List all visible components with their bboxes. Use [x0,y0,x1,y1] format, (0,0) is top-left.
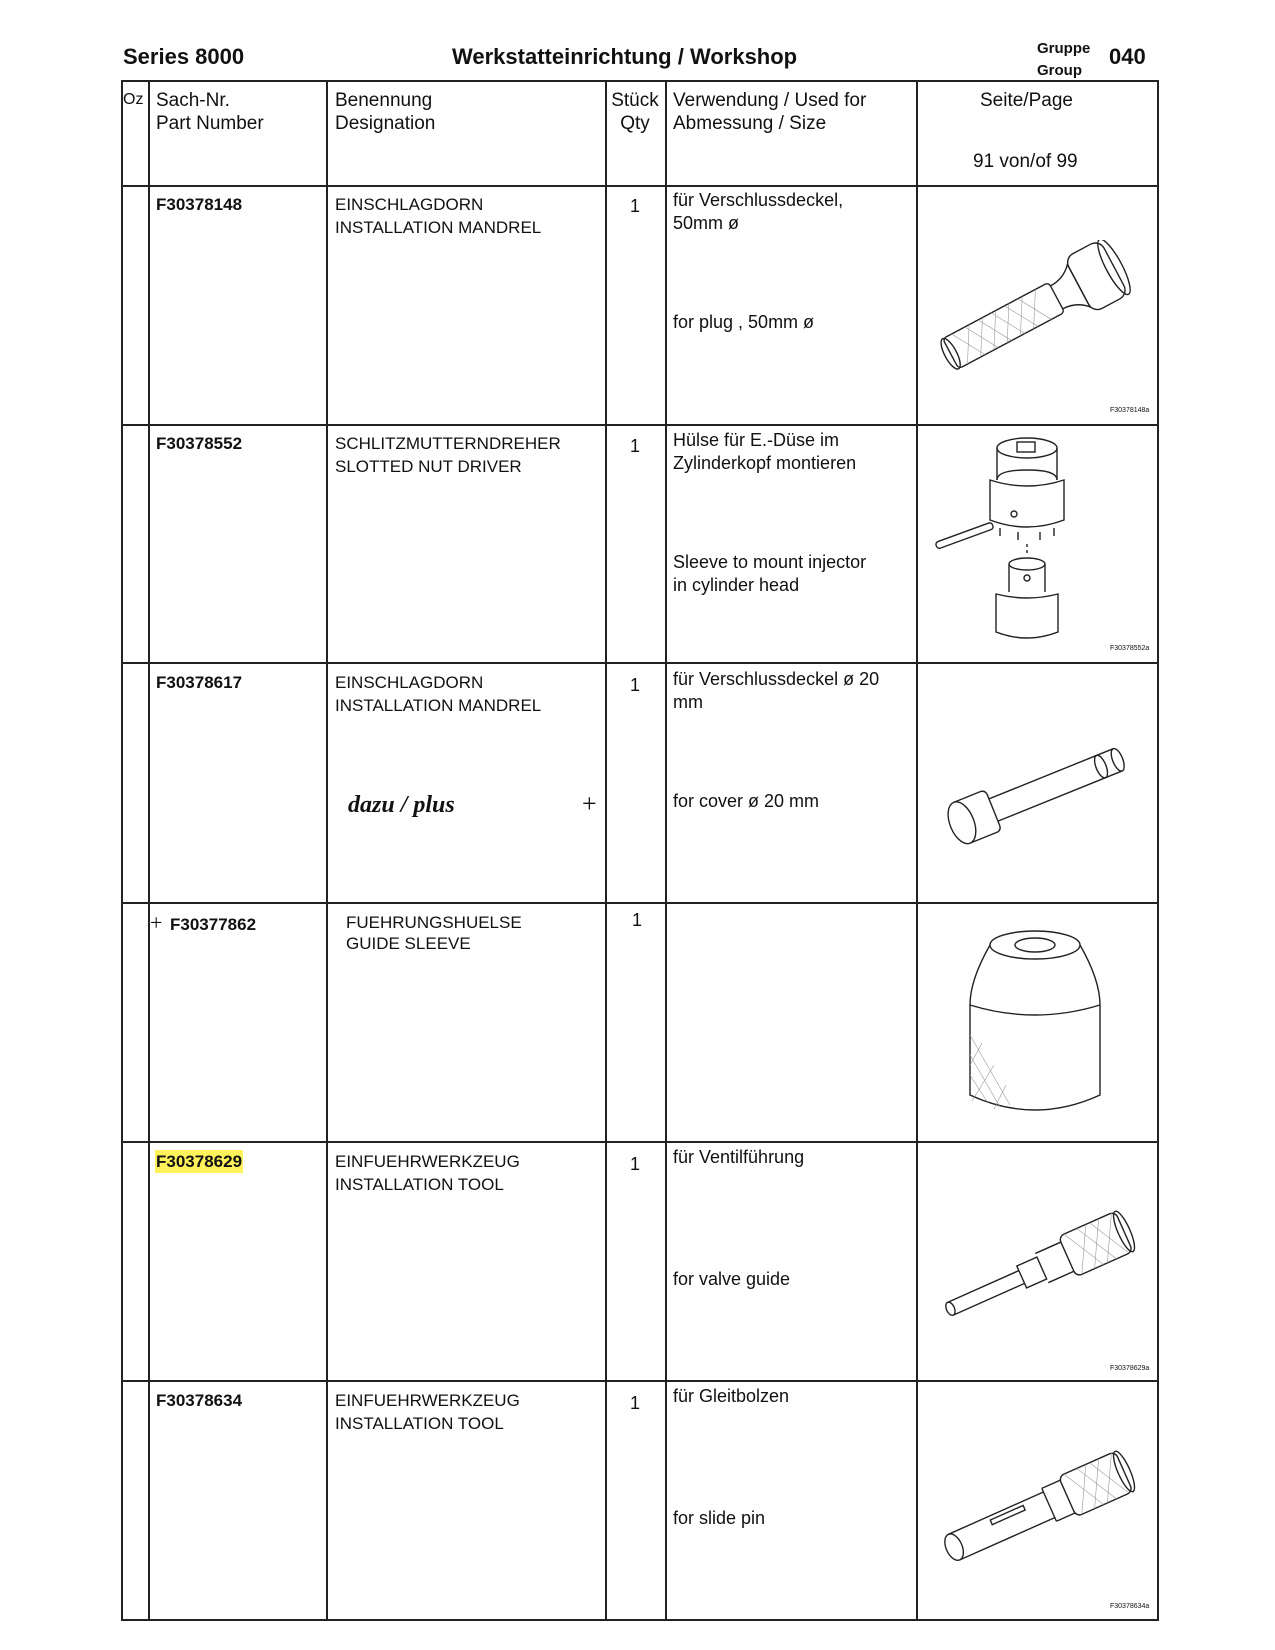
group-number: 040 [1109,44,1146,69]
column-divider [605,80,607,1620]
usage-de: für Verschlussdeckel ø 20 [673,669,880,689]
usage-de: für Gleitbolzen [673,1386,790,1406]
designation-de: EINSCHLAGDORN [335,673,484,692]
image-reference: F30378552a [1110,645,1150,652]
row-divider [121,185,1159,187]
image-reference: F30378634a [1110,1603,1150,1610]
usage-en: for plug , 50mm ø [673,312,815,332]
quantity: 1 [629,675,640,695]
group-label-en: Group [1037,62,1082,79]
part-number: F30378148 [156,195,243,214]
usage-de: mm [673,692,703,712]
row-divider [121,902,1159,904]
image-reference: F30378629a [1110,1365,1150,1372]
part-number: F30378629 [156,1152,243,1171]
designation-de: EINSCHLAGDORN [335,195,484,214]
usage-en: for cover ø 20 mm [673,791,820,811]
col-header-name-en: Designation [335,113,436,134]
image-reference: F30378148a [1110,407,1150,414]
group-label-de: Gruppe [1037,40,1091,57]
plus-marker: + [582,789,597,818]
usage-de: für Ventilführung [673,1147,805,1167]
plus-note: dazu / plus [348,792,455,818]
quantity: 1 [629,1393,640,1413]
table-border-top [121,80,1159,82]
part-number: F30378617 [156,673,243,692]
col-header-part-en: Part Number [156,113,264,134]
column-divider [121,80,123,1620]
part-number: F30377862 [170,915,257,934]
designation-en: INSTALLATION TOOL [335,1414,504,1433]
usage-en: in cylinder head [673,575,800,595]
col-header-use-en: Abmessung / Size [673,113,827,134]
col-header-oz: Oz [123,91,144,108]
nut-driver-icon [930,432,1100,652]
quantity: 1 [631,910,642,930]
designation-de: SCHLITZMUTTERNDREHER [335,434,561,453]
col-header-page: Seite/Page [980,90,1073,111]
designation-en: INSTALLATION MANDREL [335,696,542,715]
column-divider [665,80,667,1620]
col-header-name-de: Benennung [335,90,433,111]
page-number: 91 von/of 99 [973,151,1078,172]
usage-en: for slide pin [673,1508,766,1528]
installation-tool-icon [930,1445,1145,1575]
column-divider [916,80,918,1620]
page-title: Werkstatteinrichtung / Workshop [452,44,798,69]
col-header-qty-de: Stück [611,90,659,111]
col-header-qty-en: Qty [620,113,650,134]
quantity: 1 [629,1154,640,1174]
designation-de: FUEHRUNGSHUELSE [346,913,522,932]
series-title: Series 8000 [123,44,245,69]
mandrel-icon [935,725,1140,855]
designation-de: EINFUEHRWERKZEUG [335,1152,520,1171]
part-number: F30378634 [156,1391,243,1410]
column-divider [326,80,328,1620]
plus-marker: + [150,910,163,935]
col-header-part-de: Sach-Nr. [156,90,230,111]
col-header-use-de: Verwendung / Used for [673,90,867,111]
usage-de: Zylinderkopf montieren [673,453,857,473]
designation-en: INSTALLATION MANDREL [335,218,542,237]
row-divider [121,1141,1159,1143]
designation-en: GUIDE SLEEVE [346,934,471,953]
quantity: 1 [629,196,640,216]
row-divider [121,1380,1159,1382]
part-number: F30378552 [156,434,243,453]
quantity: 1 [629,436,640,456]
column-divider [148,80,150,1620]
usage-en: Sleeve to mount injector [673,552,867,572]
designation-de: EINFUEHRWERKZEUG [335,1391,520,1410]
row-divider [121,662,1159,664]
usage-de: für Verschlussdeckel, [673,190,844,210]
usage-de: Hülse für E.-Düse im [673,430,840,450]
usage-de: 50mm ø [673,213,740,233]
column-divider [1157,80,1159,1620]
mandrel-icon [925,240,1145,380]
row-divider [121,424,1159,426]
usage-en: for valve guide [673,1269,791,1289]
designation-en: INSTALLATION TOOL [335,1175,504,1194]
guide-sleeve-icon [960,925,1110,1125]
table-border-bottom [121,1619,1159,1621]
installation-tool-icon [930,1205,1145,1335]
designation-en: SLOTTED NUT DRIVER [335,457,522,476]
